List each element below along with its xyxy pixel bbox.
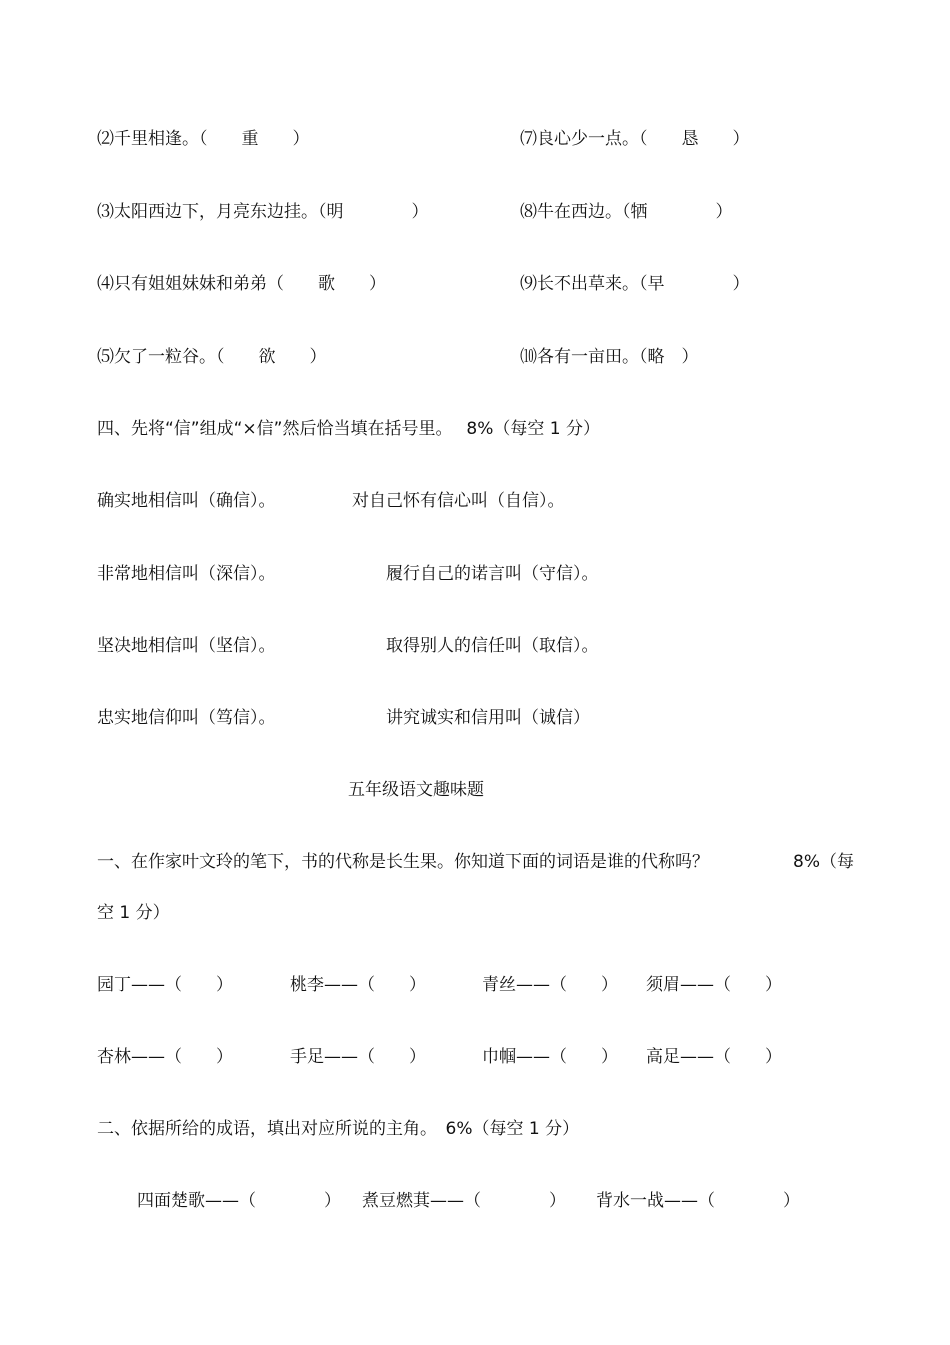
q2-item1: 四面楚歌——（ ） — [137, 1191, 341, 1211]
section4-row3-right: 取得别人的信任叫（取信）。 — [386, 636, 599, 656]
q1-score: 8%（每 — [793, 852, 854, 872]
section4-row2-left: 非常地相信叫（深信）。 — [97, 564, 276, 584]
q1-heading-cont: 空 1 分） — [97, 903, 170, 923]
q2-item2: 煮豆燃萁——（ ） — [362, 1191, 566, 1211]
q1-row1-item3: 青丝——（ ） — [482, 975, 618, 995]
section4-row4-right: 讲究诚实和信用叫（诚信） — [386, 708, 590, 728]
riddle-9: ⑼长不出草来。（早 ） — [520, 274, 750, 294]
section4-heading: 四、先将“信”组成“×信”然后恰当填在括号里。 8%（每空 1 分） — [97, 419, 600, 439]
riddle-7: ⑺良心少一点。（ 恳 ） — [520, 129, 750, 149]
riddle-2: ⑵千里相逢。（ 重 ） — [97, 129, 310, 149]
riddle-5: ⑸欠了一粒谷。（ 欲 ） — [97, 347, 327, 367]
q1-row1-item4: 须眉——（ ） — [646, 975, 782, 995]
q1-row2-item2: 手足——（ ） — [290, 1047, 426, 1067]
riddle-3: ⑶太阳西边下，月亮东边挂。（明 ） — [97, 202, 429, 222]
q1-row2-item4: 高足——（ ） — [646, 1047, 782, 1067]
q2-item3: 背水一战——（ ） — [596, 1191, 800, 1211]
section4-row1-right: 对自己怀有信心叫（自信）。 — [352, 491, 565, 511]
q1-row1-item2: 桃李——（ ） — [290, 975, 426, 995]
riddle-10: ⑽各有一亩田。（略 ） — [520, 347, 699, 367]
section4-row4-left: 忠实地信仰叫（笃信）。 — [97, 708, 276, 728]
section4-row1-left: 确实地相信叫（确信）。 — [97, 491, 276, 511]
section4-row2-right: 履行自己的诺言叫（守信）。 — [386, 564, 599, 584]
section4-row3-left: 坚决地相信叫（坚信）。 — [97, 636, 276, 656]
riddle-8: ⑻牛在西边。（牺 ） — [520, 202, 733, 222]
q2-heading: 二、依据所给的成语，填出对应所说的主角。 6%（每空 1 分） — [97, 1119, 580, 1139]
q1-row1-item1: 园丁——（ ） — [97, 975, 233, 995]
q1-row2-item3: 巾帼——（ ） — [482, 1047, 618, 1067]
q1-heading: 一、在作家叶文玲的笔下，书的代称是长生果。你知道下面的词语是谁的代称吗？ — [97, 852, 709, 872]
riddle-4: ⑷只有姐姐妹妹和弟弟（ 歌 ） — [97, 274, 386, 294]
q1-row2-item1: 杏林——（ ） — [97, 1047, 233, 1067]
page-title: 五年级语文趣味题 — [348, 780, 484, 800]
